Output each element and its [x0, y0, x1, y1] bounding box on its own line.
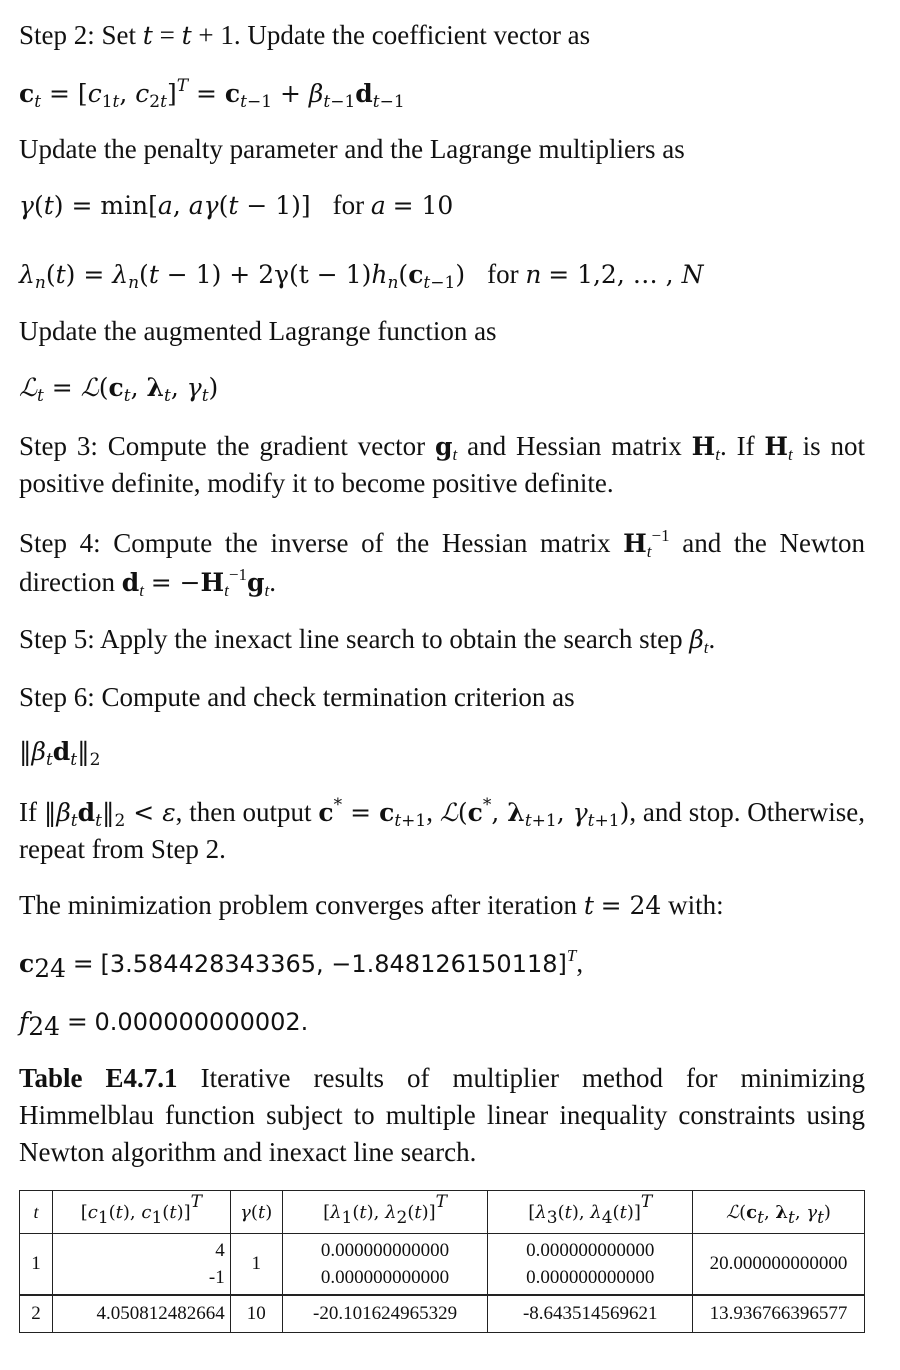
cell-lambda34: [488, 1234, 693, 1296]
f24-value: 0.000000000002.: [94, 1008, 309, 1036]
step5-label: Step 5:: [19, 624, 95, 654]
cell-t: 2: [20, 1295, 53, 1333]
header-c: [$c_1(t)$, $c_1(t)]^T$: [52, 1191, 230, 1234]
step6-line: Step 6: Compute and check termination criterion as: [19, 682, 575, 712]
cell-lambda2: 0.000000000000: [320, 1267, 450, 1288]
cell-c: [52, 1234, 230, 1296]
step3-label: Step 3:: [19, 431, 98, 461]
c24-label: c: [19, 949, 35, 978]
table-caption: [19, 1060, 865, 1171]
cell-gamma: 10: [230, 1295, 282, 1333]
lambda-equation: $\lambda_n(t) = \lambda_n(t - 1) + 2\gamma(t - 1)h_n(c_{t-1})$ for n = 1,2, … , N: [19, 259, 704, 293]
cell-lambda4: 0.000000000000: [526, 1267, 655, 1288]
cell-t: 1: [20, 1234, 53, 1296]
cell-c: 4.050812482664: [52, 1295, 230, 1333]
cell-lambda3: 0.000000000000: [526, 1240, 655, 1261]
coef-update-equation: $c_t = [c_{1t}$, $c_{2t}]^T = c_{t-1} + \beta_{t-1}d_{t-1}$: [19, 76, 405, 112]
table-header-row: [20, 1191, 865, 1234]
f24-subscript: 24: [28, 1012, 61, 1041]
gamma-equation: γ(t) = min[a, aγ(t − 1)] for a = 10: [19, 190, 454, 220]
c24-result: $c_{24} = [3.584428343365$, −1.848126150118]$^T$,: [19, 946, 584, 983]
cell-gamma: 1: [230, 1234, 282, 1296]
table-row: [20, 1234, 865, 1296]
cell-lambda12: -20.101624965329: [282, 1295, 488, 1333]
results-table: [19, 1190, 865, 1333]
cell-c-2: -1: [208, 1267, 225, 1288]
step5-line: Step 5: Apply the inexact line search to obtain the search step $\beta_t$.: [19, 624, 716, 657]
step6-label: Step 6:: [19, 682, 95, 712]
c24-subscript: 24: [34, 954, 67, 983]
update-penalty-text: Update the penalty parameter and the Lagrange multipliers as: [19, 134, 685, 164]
header-lambda34: [$\lambda_3(t)$, $\lambda_4(t)]^T$: [488, 1191, 693, 1234]
table-row: [20, 1295, 865, 1333]
cell-lambda12: [282, 1234, 488, 1296]
step2-line: Step 2: Set t = t + 1. Update the coefficient vector as: [19, 20, 591, 50]
step3-paragraph: Step 3: Compute the gradient vector $g_t$ and Hessian matrix $H_t$. If $H_t$ is not positive definite, modify it to become positive definite.: [19, 431, 865, 498]
header-lagrange: $ℒ(c_t$, $\lambda_t$, $\gamma_t$): [693, 1191, 865, 1234]
cell-lagrange: 13.936766396577: [693, 1295, 865, 1333]
header-lambda12: [$\lambda_1(t)$, $\lambda_2(t)]^T$: [282, 1191, 488, 1234]
f24-result: $f_{24} = 0.000000000002$.: [19, 1007, 309, 1041]
f24-label: f: [19, 1007, 29, 1036]
aug-lagrange-equation: ℒ$_t$ = $ℒ(c_t$, $\lambda_t$, $\gamma_t$): [19, 373, 219, 406]
termination-paragraph: If $‖\beta_td_t‖_2 < \varepsilon$, then output $c^* = c_{t+1}$, ℒ(c*, $\lambda_{t+1}$, $\gamma_{t+1}$), and stop. Otherwise, repeat from Step 2.: [19, 795, 865, 864]
cell-lambda34: -8.643514569621: [488, 1295, 693, 1333]
c24-value: [3.584428343365, −1.848126150118]: [100, 950, 567, 978]
step4-paragraph: Step 4: Compute the inverse of the Hessian matrix $H_t^{-1}$ and the Newton direction $d_t = -H_t^{-1}g_t$.: [19, 526, 865, 600]
caption-label: Table E4.7.1: [19, 1063, 178, 1093]
cell-lambda1: 0.000000000000: [320, 1240, 450, 1261]
cell-lagrange: 20.000000000000: [693, 1234, 865, 1296]
header-gamma: γ(t): [230, 1191, 282, 1234]
cell-c-1: 4: [215, 1240, 225, 1261]
convergence-intro: The minimization problem converges after iteration t = 24 with:: [19, 890, 724, 920]
header-t: t: [20, 1191, 53, 1234]
step2-label: Step 2:: [19, 20, 95, 50]
caption-text: Iterative results of multiplier method for minimizing Himmelblau function subject to multiple linear inequality constraints using Newton algorithm and inexact line search.: [19, 1063, 866, 1167]
aug-lagrange-text: Update the augmented Lagrange function as: [19, 316, 497, 346]
step4-label: Step 4:: [19, 528, 101, 558]
norm-equation: $‖\beta_td_t‖_2$: [19, 737, 101, 770]
